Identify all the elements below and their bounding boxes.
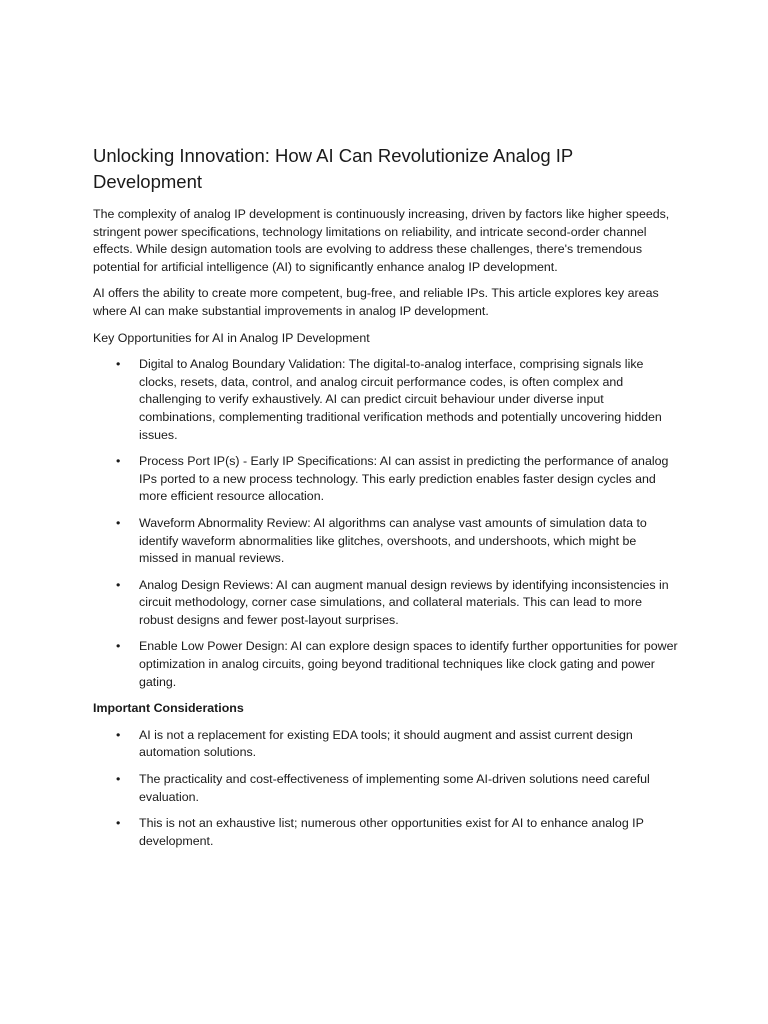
list-item bbox=[93, 727, 678, 762]
bullet-icon: • bbox=[116, 454, 121, 469]
list-item-text: Waveform Abnormality Review: AI algorithms can analyse vast amounts of simulation data to identify waveform abnormalities like glitches, overshoots, and undershoots, which might be missed in manual reviews. bbox=[139, 515, 647, 566]
list-item-text: Enable Low Power Design: AI can explore design spaces to identify further opportunities for power optimization in analog circuits, going beyond traditional techniques like clock gating and power gating. bbox=[139, 639, 678, 689]
document-title: Unlocking Innovation: How AI Can Revolutionize Analog IP Development bbox=[93, 145, 573, 192]
bullet-icon: • bbox=[116, 357, 121, 372]
list-item bbox=[93, 515, 678, 568]
intro-paragraph-1: The complexity of analog IP development is continuously increasing, driven by factors like higher speeds, stringent power specifications, technology limitations on reliability, and intricate second-order channel effects. While design automation tools are evolving to address these challenges, there's tremendous potential for artificial intelligence (AI) to significantly enhance analog IP development. bbox=[93, 207, 670, 274]
bullet-icon: • bbox=[116, 515, 121, 530]
list-item bbox=[93, 638, 678, 691]
list-item-text: Analog Design Reviews: AI can augment manual design reviews by identifying inconsistencies in circuit methodology, corner case simulations, and collateral materials. This can lead to more robust designs and fewer post-layout surprises. bbox=[139, 577, 669, 627]
list-item-text: This is not an exhaustive list; numerous other opportunities exist for AI to enhance analog IP development. bbox=[139, 816, 644, 848]
opportunities-list bbox=[93, 356, 678, 691]
list-item bbox=[93, 453, 678, 506]
list-item-text: Digital to Analog Boundary Validation: The digital-to-analog interface, comprising signals like clocks, resets, data, control, and analog circuit performance codes, is often complex and challenging to verify exhaustively. AI can predict circuit behaviour under diverse input combinations, complementing traditional verification methods and potentially uncovering hidden issues. bbox=[139, 357, 662, 442]
bullet-icon: • bbox=[116, 577, 121, 592]
list-item-text: Process Port IP(s) - Early IP Specifications: AI can assist in predicting the performance of analog IPs ported to a new process technology. This early prediction enables faster design cycles and more efficient resource allocation. bbox=[139, 454, 669, 504]
bullet-icon: • bbox=[116, 639, 121, 654]
list-item bbox=[93, 815, 678, 850]
list-item-text: The practicality and cost-effectiveness of implementing some AI-driven solutions need careful evaluation. bbox=[139, 772, 650, 804]
bullet-icon: • bbox=[116, 816, 121, 831]
bullet-icon: • bbox=[116, 727, 121, 742]
intro-paragraph-2: AI offers the ability to create more competent, bug-free, and reliable IPs. This article explores key areas where AI can make substantial improvements in analog IP development. bbox=[93, 286, 659, 318]
list-item-text: AI is not a replacement for existing EDA tools; it should augment and assist current design automation solutions. bbox=[139, 727, 633, 760]
opportunities-heading: Key Opportunities for AI in Analog IP Development bbox=[93, 330, 370, 345]
considerations-list bbox=[93, 727, 678, 851]
considerations-heading: Important Considerations bbox=[93, 701, 244, 716]
list-item bbox=[93, 577, 678, 630]
document-page bbox=[93, 143, 678, 859]
list-item bbox=[93, 356, 678, 444]
bullet-icon: • bbox=[116, 772, 121, 787]
list-item bbox=[93, 771, 678, 806]
